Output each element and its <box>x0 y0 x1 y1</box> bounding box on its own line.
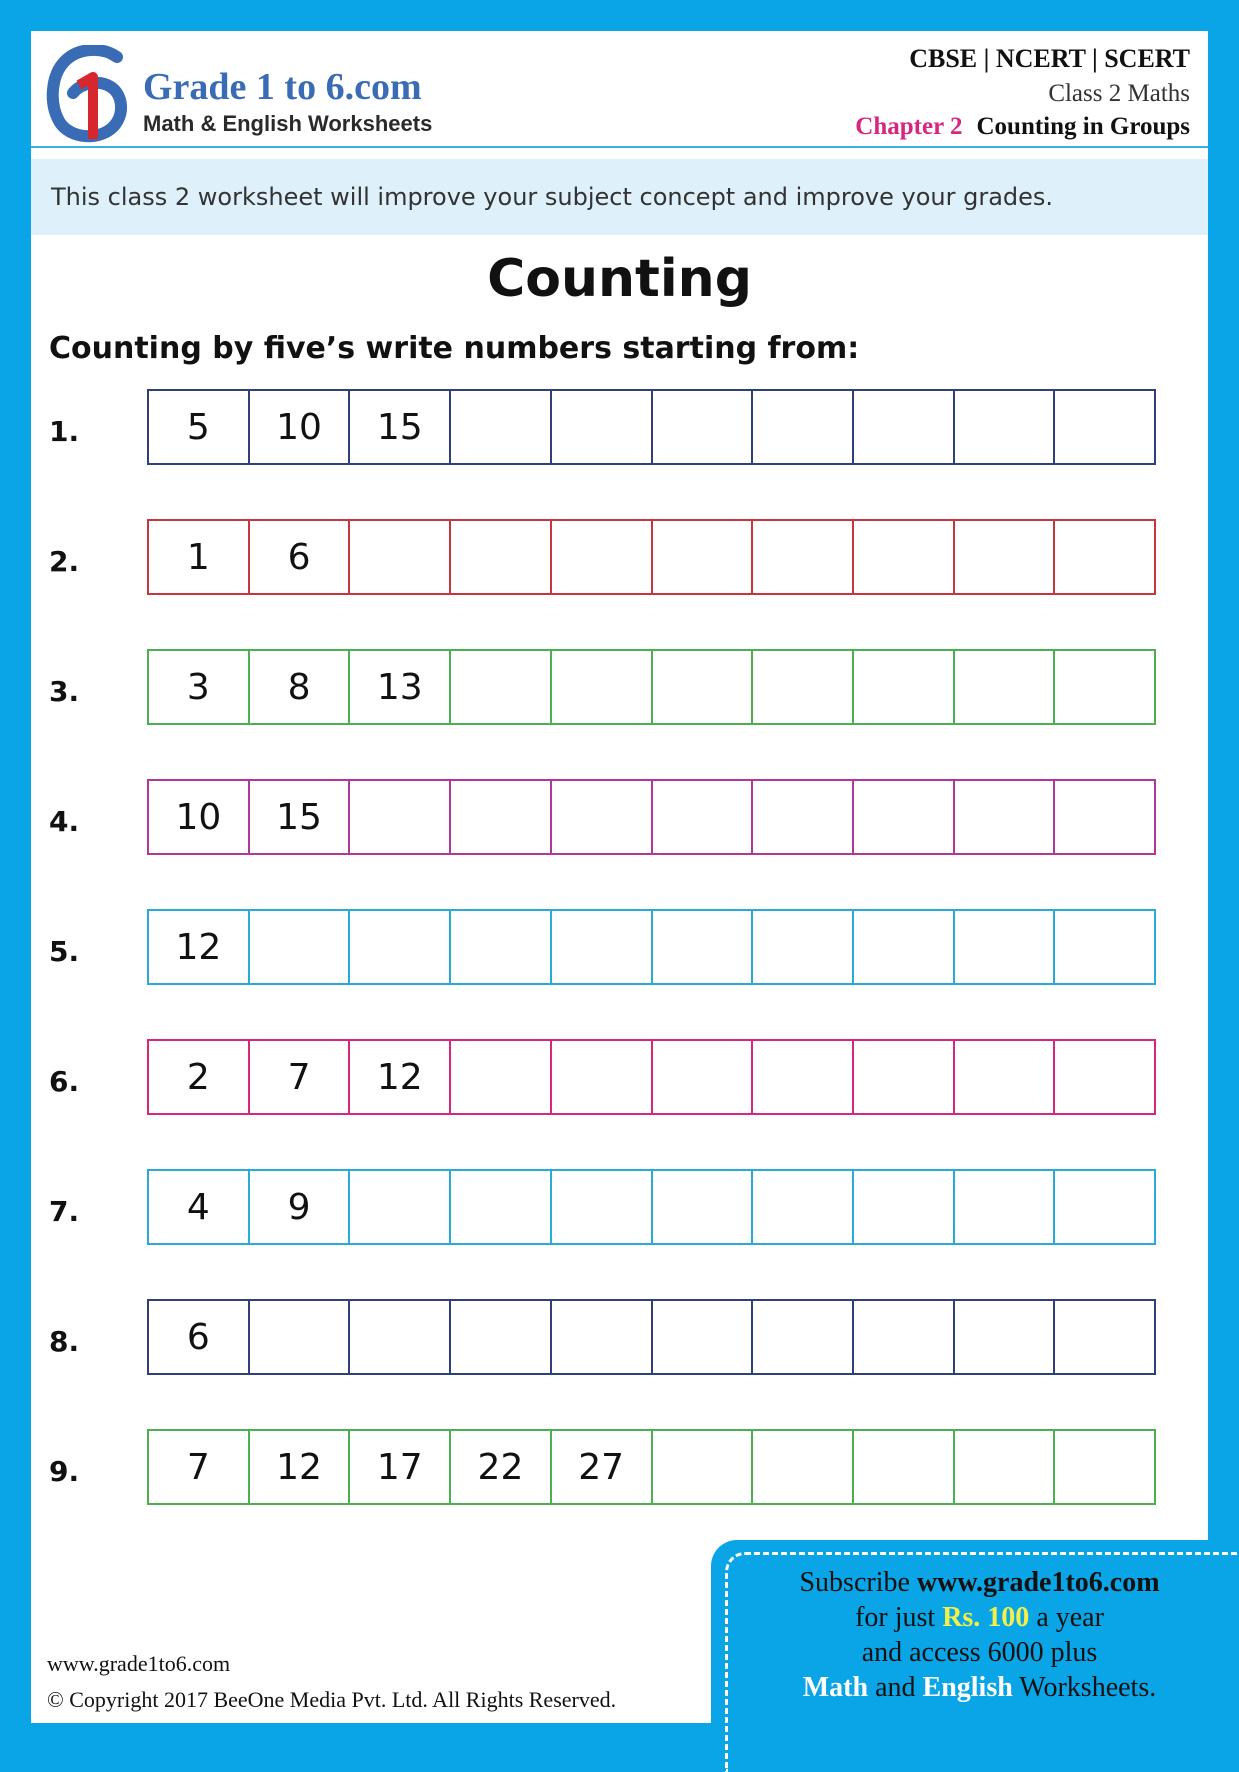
number-box[interactable] <box>651 1171 752 1243</box>
number-box[interactable] <box>248 1301 349 1373</box>
number-box[interactable] <box>751 1041 852 1113</box>
number-box[interactable] <box>248 911 349 983</box>
exercise-row <box>31 649 1208 725</box>
number-box[interactable] <box>953 521 1054 593</box>
number-box: 10 <box>248 391 349 463</box>
number-box[interactable] <box>1053 1301 1154 1373</box>
number-boxes <box>147 1429 1156 1505</box>
promo-line-4 <box>728 1670 1231 1705</box>
chapter-number: Chapter 2 <box>855 113 963 140</box>
number-box[interactable] <box>651 1431 752 1503</box>
chapter-heading <box>855 111 1190 143</box>
number-box[interactable] <box>1053 911 1154 983</box>
info-banner: This class 2 worksheet will improve your subject concept and improve your grades. <box>31 159 1208 235</box>
number-box[interactable] <box>852 391 953 463</box>
number-box[interactable] <box>751 391 852 463</box>
number-boxes <box>147 1039 1156 1115</box>
number-box: 12 <box>348 1041 449 1113</box>
number-box: 5 <box>186 406 210 448</box>
worksheet-title: Counting <box>487 249 752 309</box>
promo-text <box>725 1552 1239 1772</box>
number-box: 2 <box>186 1056 210 1098</box>
footer-copyright: © Copyright 2017 BeeOne Media Pvt. Ltd. All Rights Reserved. <box>47 1687 617 1712</box>
number-box[interactable] <box>953 1301 1054 1373</box>
exercise-row <box>31 779 1208 855</box>
exercise-row <box>31 1429 1208 1505</box>
number-box[interactable] <box>852 651 953 723</box>
number-box[interactable] <box>751 911 852 983</box>
number-box[interactable] <box>852 1431 953 1503</box>
number-box[interactable] <box>550 521 651 593</box>
number-box[interactable] <box>550 391 651 463</box>
number-box[interactable] <box>852 1301 953 1373</box>
number-box[interactable] <box>449 391 550 463</box>
promo-line-1 <box>728 1565 1231 1600</box>
row-number: 3. <box>49 675 80 708</box>
number-box[interactable] <box>1053 521 1154 593</box>
number-box[interactable] <box>751 521 852 593</box>
number-boxes <box>147 389 1156 465</box>
header-info <box>855 41 1190 143</box>
number-box[interactable] <box>852 521 953 593</box>
number-box[interactable] <box>550 651 651 723</box>
exercise-row <box>31 389 1208 465</box>
number-box[interactable] <box>852 781 953 853</box>
number-box[interactable] <box>651 1041 752 1113</box>
number-box[interactable] <box>953 781 1054 853</box>
number-box: 15 <box>348 391 449 463</box>
number-box: 8 <box>248 651 349 723</box>
logo-subtitle: Math & English Worksheets <box>143 111 433 136</box>
row-number: 7. <box>49 1195 80 1228</box>
number-box[interactable] <box>852 1041 953 1113</box>
number-box[interactable] <box>348 911 449 983</box>
number-box[interactable] <box>550 1171 651 1243</box>
number-box[interactable] <box>953 1041 1054 1113</box>
number-box[interactable] <box>1053 651 1154 723</box>
number-box[interactable] <box>651 781 752 853</box>
number-box[interactable] <box>1053 1041 1154 1113</box>
header-divider <box>31 146 1208 148</box>
promo-and: and <box>875 1672 916 1703</box>
logo-six-one-icon <box>45 45 135 145</box>
number-box: 6 <box>186 1316 210 1358</box>
class-label: Class 2 Maths <box>1048 80 1190 107</box>
site-logo[interactable] <box>45 45 445 145</box>
number-box[interactable] <box>1053 1171 1154 1243</box>
number-box[interactable] <box>953 1171 1054 1243</box>
number-box[interactable] <box>449 521 550 593</box>
number-box: 22 <box>449 1431 550 1503</box>
number-box: 6 <box>248 521 349 593</box>
number-box[interactable] <box>651 651 752 723</box>
boards-label: CBSE | NCERT | SCERT <box>909 44 1190 73</box>
promo-a-year: a year <box>1036 1602 1104 1633</box>
exercise-row <box>31 1039 1208 1115</box>
number-box: 3 <box>186 666 210 708</box>
worksheet-page <box>31 31 1208 1723</box>
instruction-text: Counting by five’s write numbers starting from: <box>49 331 860 366</box>
promo-english: English <box>922 1672 1013 1703</box>
promo-line-2 <box>728 1600 1231 1635</box>
row-number: 8. <box>49 1325 80 1358</box>
row-number: 2. <box>49 545 80 578</box>
number-box: 12 <box>248 1431 349 1503</box>
number-box[interactable] <box>852 911 953 983</box>
number-box[interactable] <box>651 1301 752 1373</box>
logo-title: Grade 1 to 6.com <box>143 66 422 108</box>
number-box[interactable] <box>550 1041 651 1113</box>
row-number: 1. <box>49 415 80 448</box>
exercise-row <box>31 909 1208 985</box>
number-box[interactable] <box>651 911 752 983</box>
subscribe-promo[interactable] <box>711 1540 1239 1754</box>
number-box: 15 <box>248 781 349 853</box>
number-box[interactable] <box>751 651 852 723</box>
number-box[interactable] <box>449 911 550 983</box>
number-box[interactable] <box>550 911 651 983</box>
number-box: 9 <box>248 1171 349 1243</box>
number-box: 10 <box>175 796 222 838</box>
number-box[interactable] <box>953 651 1054 723</box>
exercise-row <box>31 1169 1208 1245</box>
chapter-topic: Counting in Groups <box>976 113 1190 140</box>
number-boxes <box>147 779 1156 855</box>
number-boxes <box>147 519 1156 595</box>
number-boxes <box>147 1299 1156 1375</box>
number-box[interactable] <box>348 521 449 593</box>
number-box[interactable] <box>348 1301 449 1373</box>
footer-url[interactable]: www.grade1to6.com <box>47 1651 231 1676</box>
number-box[interactable] <box>348 781 449 853</box>
number-box[interactable] <box>550 1301 651 1373</box>
number-box: 7 <box>248 1041 349 1113</box>
number-box: 1 <box>186 536 210 578</box>
number-box: 13 <box>348 651 449 723</box>
number-box[interactable] <box>449 1041 550 1113</box>
number-box[interactable] <box>953 391 1054 463</box>
promo-worksheets: Worksheets. <box>1019 1672 1157 1703</box>
number-box: 27 <box>550 1431 651 1503</box>
number-box: 4 <box>186 1186 210 1228</box>
promo-line-3: and access 6000 plus <box>861 1637 1098 1668</box>
number-box[interactable] <box>751 781 852 853</box>
number-box[interactable] <box>449 1171 550 1243</box>
number-box[interactable] <box>751 1431 852 1503</box>
number-box[interactable] <box>348 1171 449 1243</box>
row-number: 9. <box>49 1455 80 1488</box>
number-box: 12 <box>175 926 222 968</box>
number-box[interactable] <box>449 1301 550 1373</box>
number-box: 17 <box>348 1431 449 1503</box>
number-box[interactable] <box>953 1431 1054 1503</box>
number-box[interactable] <box>953 911 1054 983</box>
number-boxes <box>147 649 1156 725</box>
promo-for-just: for just <box>855 1602 936 1633</box>
promo-price: Rs. 100 <box>942 1602 1030 1633</box>
number-box[interactable] <box>651 521 752 593</box>
row-number: 4. <box>49 805 80 838</box>
number-boxes <box>147 909 1156 985</box>
promo-math: Math <box>802 1672 869 1703</box>
number-box[interactable] <box>1053 391 1154 463</box>
promo-subscribe: Subscribe <box>799 1567 910 1598</box>
exercise-row <box>31 1299 1208 1375</box>
number-box: 7 <box>186 1446 210 1488</box>
row-number: 5. <box>49 935 80 968</box>
number-box[interactable] <box>550 781 651 853</box>
number-box[interactable] <box>1053 1431 1154 1503</box>
promo-site[interactable]: www.grade1to6.com <box>916 1567 1160 1598</box>
number-box[interactable] <box>651 391 752 463</box>
exercise-row <box>31 519 1208 595</box>
number-box[interactable] <box>449 651 550 723</box>
row-number: 6. <box>49 1065 80 1098</box>
number-box[interactable] <box>852 1171 953 1243</box>
number-box[interactable] <box>751 1301 852 1373</box>
number-box[interactable] <box>1053 781 1154 853</box>
number-box[interactable] <box>751 1171 852 1243</box>
number-box[interactable] <box>449 781 550 853</box>
number-boxes <box>147 1169 1156 1245</box>
